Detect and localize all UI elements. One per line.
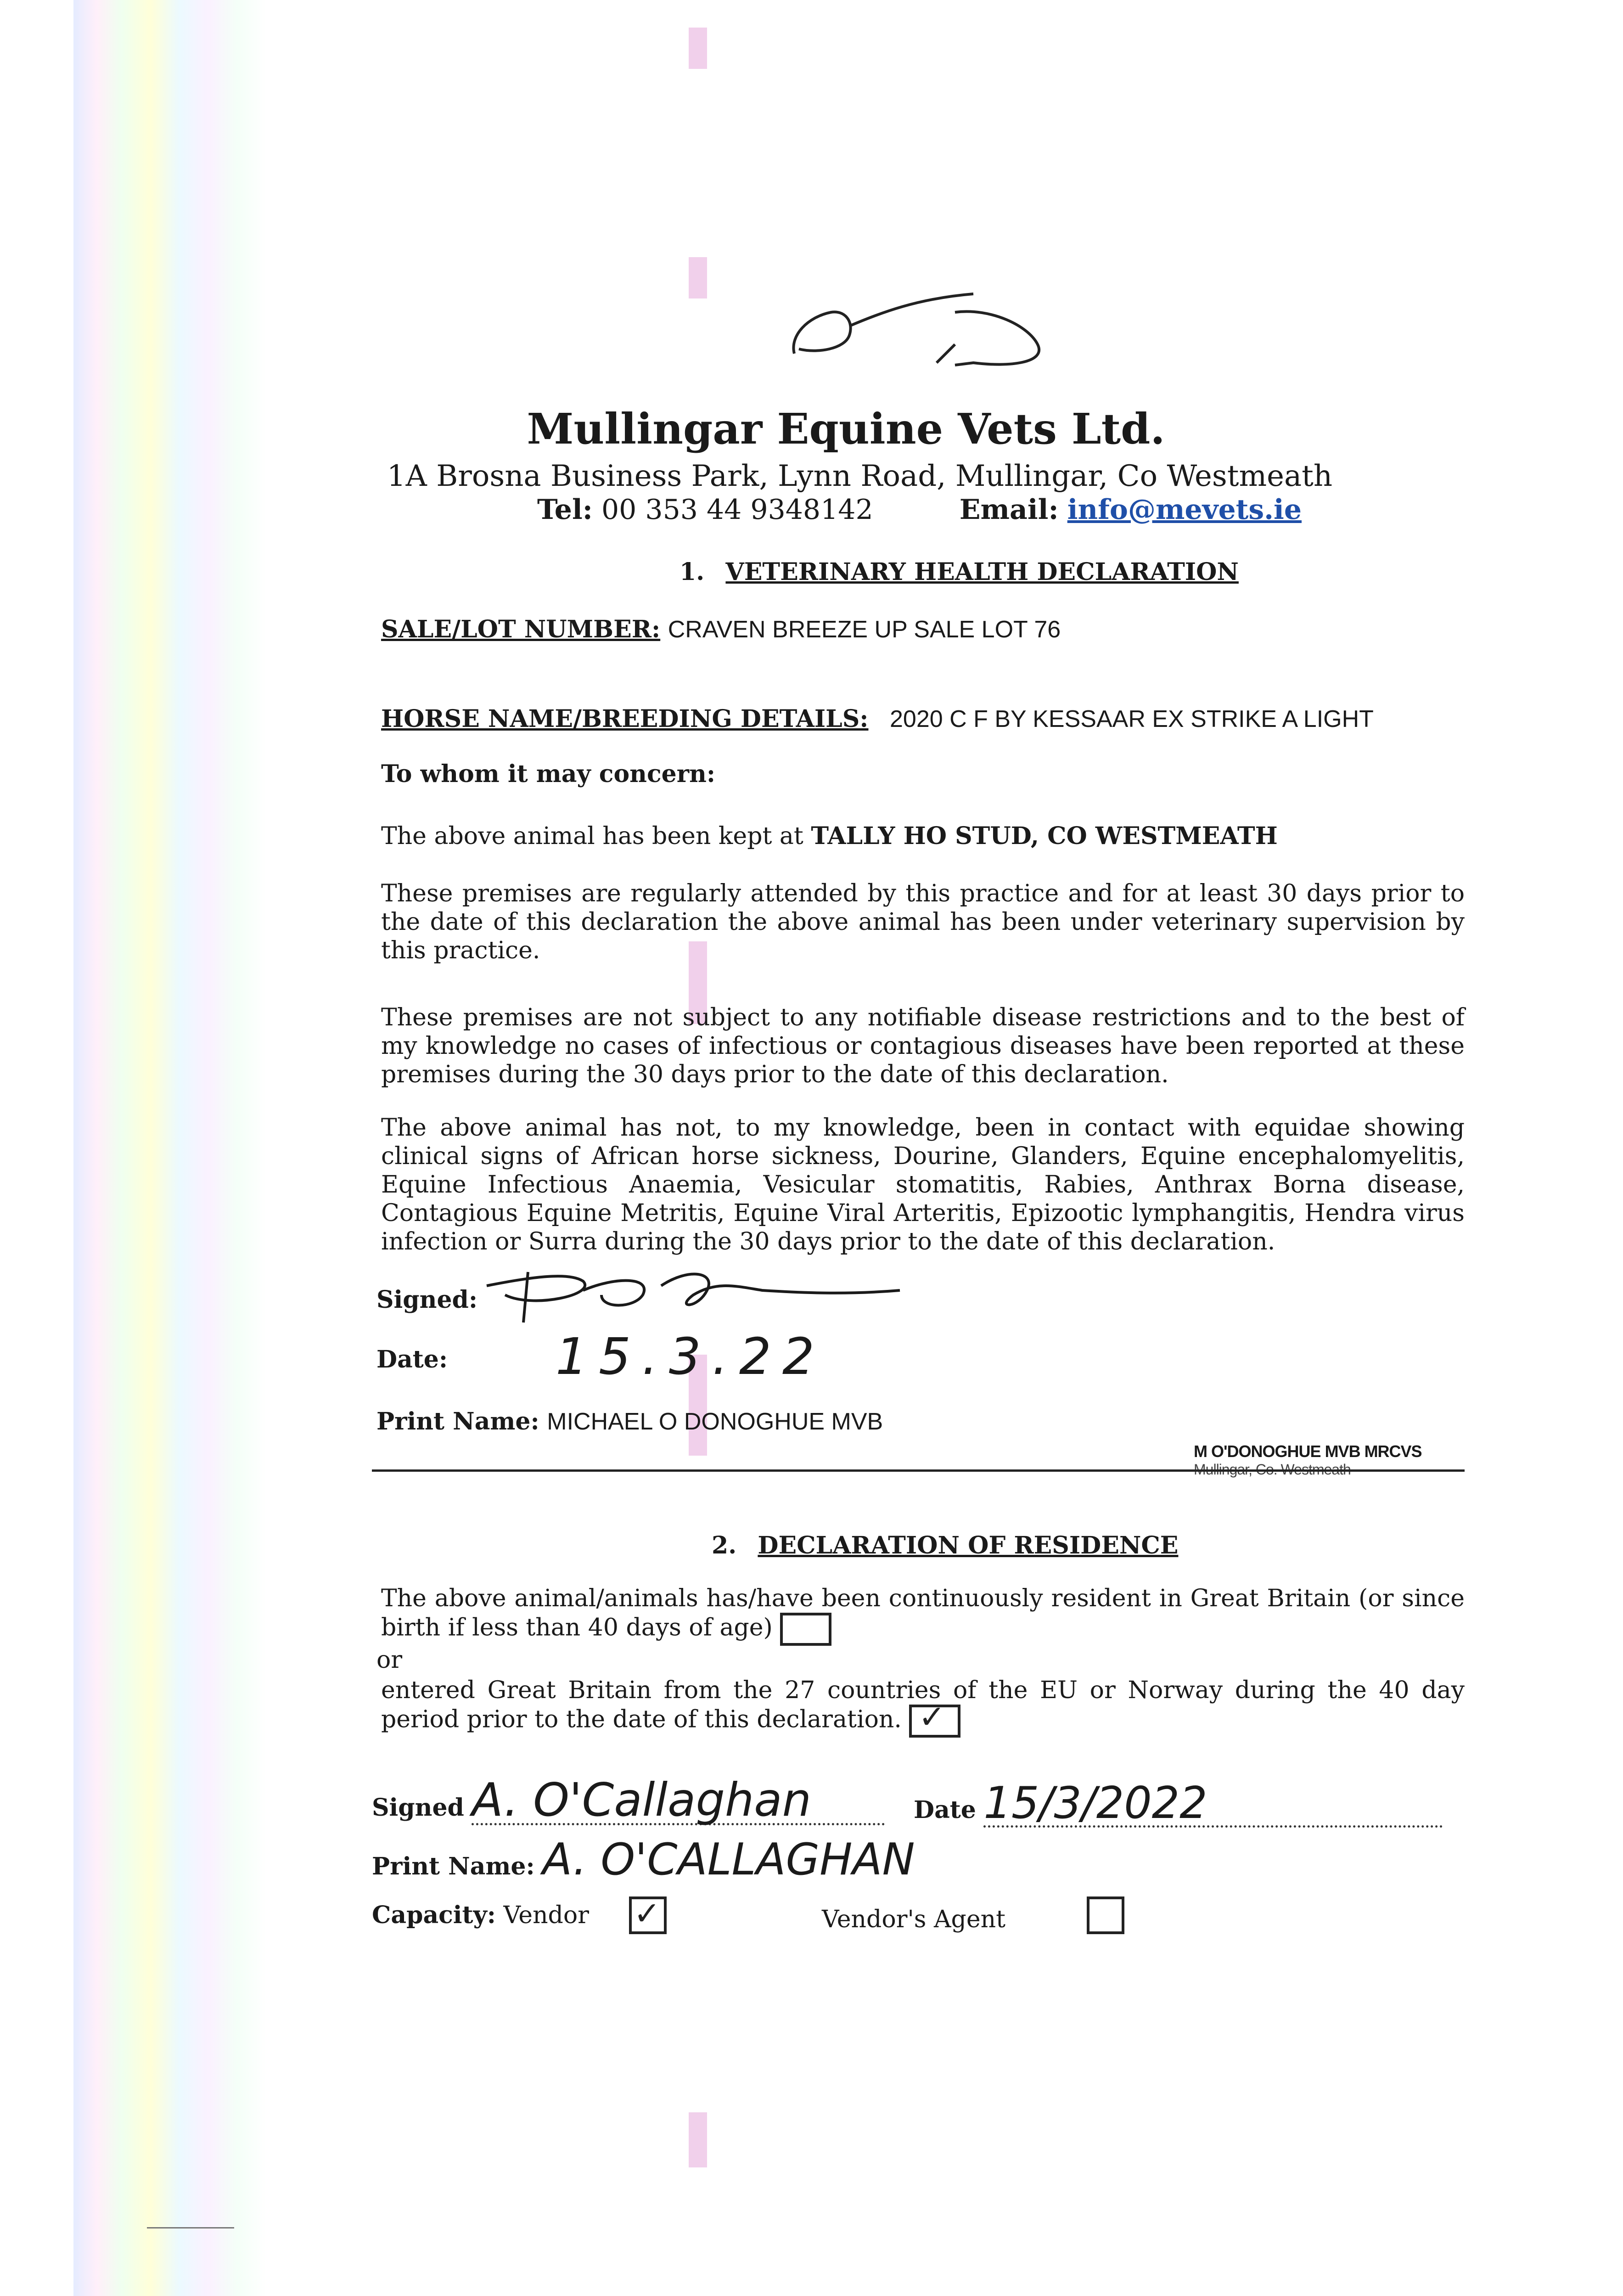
section2-title: DECLARATION OF RESIDENCE bbox=[758, 1531, 1179, 1559]
tel-label: Tel: bbox=[537, 494, 593, 526]
kept-at-prefix: The above animal has been kept at bbox=[381, 822, 803, 850]
scan-artifact-strip bbox=[73, 0, 266, 2296]
contact-line bbox=[537, 494, 1302, 526]
or-text: or bbox=[376, 1646, 403, 1674]
capacity-label: Capacity: bbox=[372, 1901, 496, 1929]
scan-artifact-mark bbox=[689, 257, 707, 298]
vendor-label: Vendor bbox=[503, 1902, 590, 1929]
section1-title: VETERINARY HEALTH DECLARATION bbox=[725, 558, 1239, 586]
section2-number: 2. bbox=[712, 1531, 737, 1559]
owner-print-name-line bbox=[372, 1835, 915, 1885]
owner-print-name-label: Print Name: bbox=[372, 1852, 535, 1880]
vet-print-name-value: MICHAEL O DONOGHUE MVB bbox=[547, 1408, 883, 1435]
email-link[interactable]: info@mevets.ie bbox=[1067, 494, 1302, 526]
sale-lot-value: CRAVEN BREEZE UP SALE LOT 76 bbox=[668, 616, 1061, 643]
section2-heading bbox=[712, 1531, 1178, 1559]
scan-artifact-mark bbox=[689, 28, 707, 69]
owner-signed-line bbox=[372, 1773, 885, 1827]
paragraph-supervision: These premises are regularly attended by this practice and for at least 30 days prior to the date of this declaration the above animal has been under veterinary supervision by this practice. bbox=[381, 880, 1465, 964]
owner-date-line bbox=[914, 1778, 1443, 1829]
vet-stamp bbox=[1194, 1442, 1422, 1478]
paragraph-contact: The above animal has not, to my knowledge, been in contact with equidae showing clinical signs of African horse sickness, Dourine, Glanders, Equine encephalomyelitis, Equine Infectious Anaemia, Vesicular stomatitis, Rabies, Anthrax Borna disease, Contagious Equine Metritis, Equine Viral Arteritis, Epizootic lymphangitis, Hendra virus infection or Surra during the 30 days prior to the date of this declaration. bbox=[381, 1114, 1465, 1255]
paragraph-restrictions: These premises are not subject to any notifiable disease restrictions and to the best of my knowledge no cases of infectious or contagious diseases have been reported at these premises during the 30 days prior to the date of this declaration. bbox=[381, 1004, 1465, 1088]
capacity-line bbox=[372, 1901, 589, 1929]
check-mark-icon: ✓ bbox=[634, 1895, 661, 1932]
vendor-agent-label: Vendor's Agent bbox=[822, 1906, 1006, 1933]
scan-artifact-line bbox=[147, 2227, 234, 2228]
company-name: Mullingar Equine Vets Ltd. bbox=[527, 404, 1165, 454]
section1-heading bbox=[680, 558, 1239, 586]
vet-print-name-label: Print Name: bbox=[376, 1407, 539, 1435]
residence-option-2-text: entered Great Britain from the 27 countries of the EU or Norway during the 40 day period prior to the date of this declaration. bbox=[381, 1677, 1465, 1733]
stamp-name: M O'DONOGHUE MVB MRCVS bbox=[1194, 1442, 1422, 1461]
vet-date-label: Date: bbox=[376, 1345, 448, 1373]
residence-option-2-checkbox[interactable] bbox=[909, 1698, 960, 1738]
residence-option-1 bbox=[381, 1584, 1465, 1646]
vendor-checkbox[interactable] bbox=[629, 1896, 667, 1934]
vet-print-name-line bbox=[376, 1407, 883, 1435]
vendor-agent-checkbox[interactable] bbox=[1087, 1896, 1124, 1934]
residence-option-2 bbox=[381, 1676, 1465, 1738]
company-address: 1A Brosna Business Park, Lynn Road, Mullingar, Co Westmeath bbox=[387, 459, 1333, 493]
vet-signature bbox=[477, 1258, 914, 1332]
vet-date-value: 15.3.22 bbox=[556, 1327, 826, 1386]
horse-head-logo bbox=[781, 285, 1065, 377]
horse-line bbox=[381, 705, 1374, 733]
residence-option-1-text: The above animal/animals has/have been continuously resident in Great Britain (or since birth if less than 40 days of age) bbox=[381, 1585, 1465, 1642]
vet-signed-label: Signed: bbox=[376, 1286, 478, 1314]
tel-number: 00 353 44 9348142 bbox=[601, 494, 873, 526]
owner-print-name-value: A. O'CALLAGHAN bbox=[542, 1835, 915, 1885]
sale-lot-line bbox=[381, 615, 1061, 643]
owner-signature: A. O'Callaghan bbox=[472, 1777, 885, 1825]
horse-value: 2020 C F BY KESSAAR EX STRIKE A LIGHT bbox=[890, 706, 1374, 732]
sale-lot-label: SALE/LOT NUMBER: bbox=[381, 615, 661, 643]
section1-number: 1. bbox=[680, 558, 705, 586]
horse-label: HORSE NAME/BREEDING DETAILS: bbox=[381, 705, 869, 733]
scan-artifact-mark bbox=[689, 2112, 707, 2167]
check-mark-icon: ✓ bbox=[918, 1698, 946, 1736]
to-whom-heading: To whom it may concern: bbox=[381, 760, 716, 788]
owner-date-value: 15/3/2022 bbox=[983, 1782, 1443, 1828]
residence-option-1-checkbox[interactable] bbox=[780, 1613, 831, 1646]
kept-at-place: TALLY HO STUD, CO WESTMEATH bbox=[811, 822, 1278, 850]
section-divider bbox=[372, 1469, 1465, 1472]
owner-signed-label: Signed bbox=[372, 1794, 464, 1822]
email-label: Email: bbox=[959, 494, 1059, 526]
kept-at-line bbox=[381, 822, 1278, 850]
owner-date-label: Date bbox=[914, 1796, 976, 1824]
